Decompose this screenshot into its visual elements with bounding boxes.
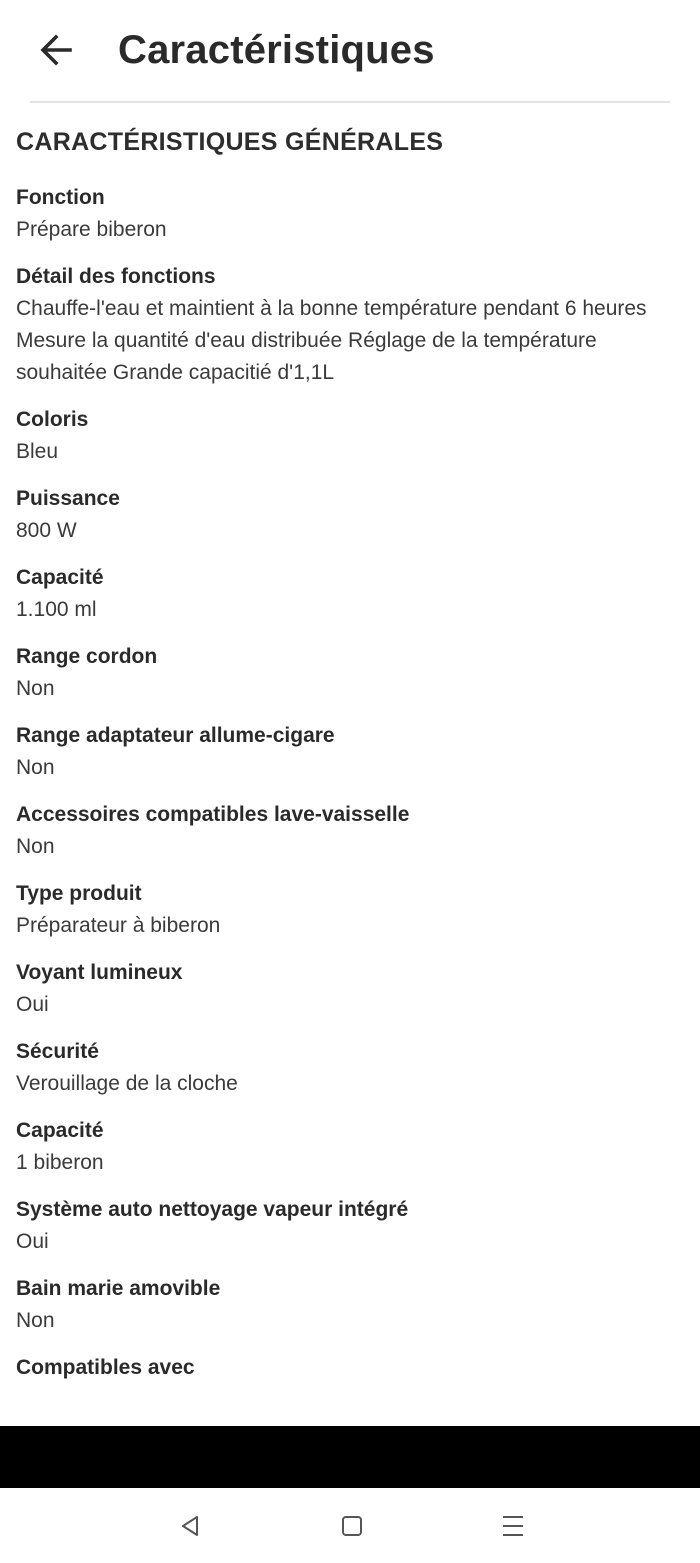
back-button[interactable] [28,22,84,78]
spec-label: Range adaptateur allume-cigare [16,724,335,747]
spec-item [16,1194,676,1258]
spec-value: Préparateur à biberon [16,914,221,937]
spec-items [16,182,676,1384]
spec-value: Chauffe-l'eau et maintient à la bonne température pendant 6 heures Mesure la quantité d'eau distribuée Réglage de la température souhaitée Grande capacitié d'1,1L [16,297,647,384]
spec-item [16,1352,676,1384]
spec-item [16,182,676,246]
spec-value: Verouillage de la cloche [16,1072,238,1095]
spec-label: Fonction [16,186,105,209]
spec-item [16,404,676,468]
spec-label: Bain marie amovible [16,1277,221,1300]
page-title: Caractéristiques [118,28,435,72]
nav-back-button[interactable] [167,1502,215,1550]
menu-lines-icon [499,1512,527,1540]
spec-value: Non [16,835,55,858]
section-title: CARACTÉRISTIQUES GÉNÉRALES [16,128,444,156]
spec-value: 1.100 ml [16,598,97,621]
spec-label: Système auto nettoyage vapeur intégré [16,1198,409,1221]
spec-value: Prépare biberon [16,218,167,241]
spec-value: Oui [16,993,49,1016]
square-home-icon [338,1512,366,1540]
spec-value: Bleu [16,440,59,463]
spec-value: Non [16,756,55,779]
spec-item [16,720,676,784]
spec-value: Non [16,677,55,700]
spec-label: Capacité [16,566,104,589]
spec-label: Coloris [16,408,89,431]
spec-item [16,1115,676,1179]
spec-value: Oui [16,1230,49,1253]
header-divider [30,101,670,103]
spec-item [16,562,676,626]
spec-label: Compatibles avec [16,1356,195,1379]
spec-label: Range cordon [16,645,158,668]
spec-label: Détail des fonctions [16,265,216,288]
nav-home-button[interactable] [328,1502,376,1550]
app-bar [0,0,700,100]
spec-item [16,878,676,942]
spec-label: Voyant lumineux [16,961,183,984]
spec-item [16,1273,676,1337]
spec-item [16,641,676,705]
spec-item [16,1036,676,1100]
arrow-left-icon [36,30,76,70]
spec-item [16,261,676,389]
triangle-back-icon [177,1512,205,1540]
nav-menu-button[interactable] [489,1502,537,1550]
spec-list [16,118,676,1399]
spec-label: Sécurité [16,1040,99,1063]
system-nav-bar [0,1488,700,1563]
spec-value: 800 W [16,519,77,542]
black-band [0,1426,700,1488]
spec-value: Non [16,1309,55,1332]
spec-label: Type produit [16,882,142,905]
spec-item [16,957,676,1021]
spec-label: Puissance [16,487,120,510]
spec-label: Accessoires compatibles lave-vaisselle [16,803,410,826]
spec-item [16,799,676,863]
spec-label: Capacité [16,1119,104,1142]
spec-item [16,483,676,547]
spec-value: 1 biberon [16,1151,104,1174]
